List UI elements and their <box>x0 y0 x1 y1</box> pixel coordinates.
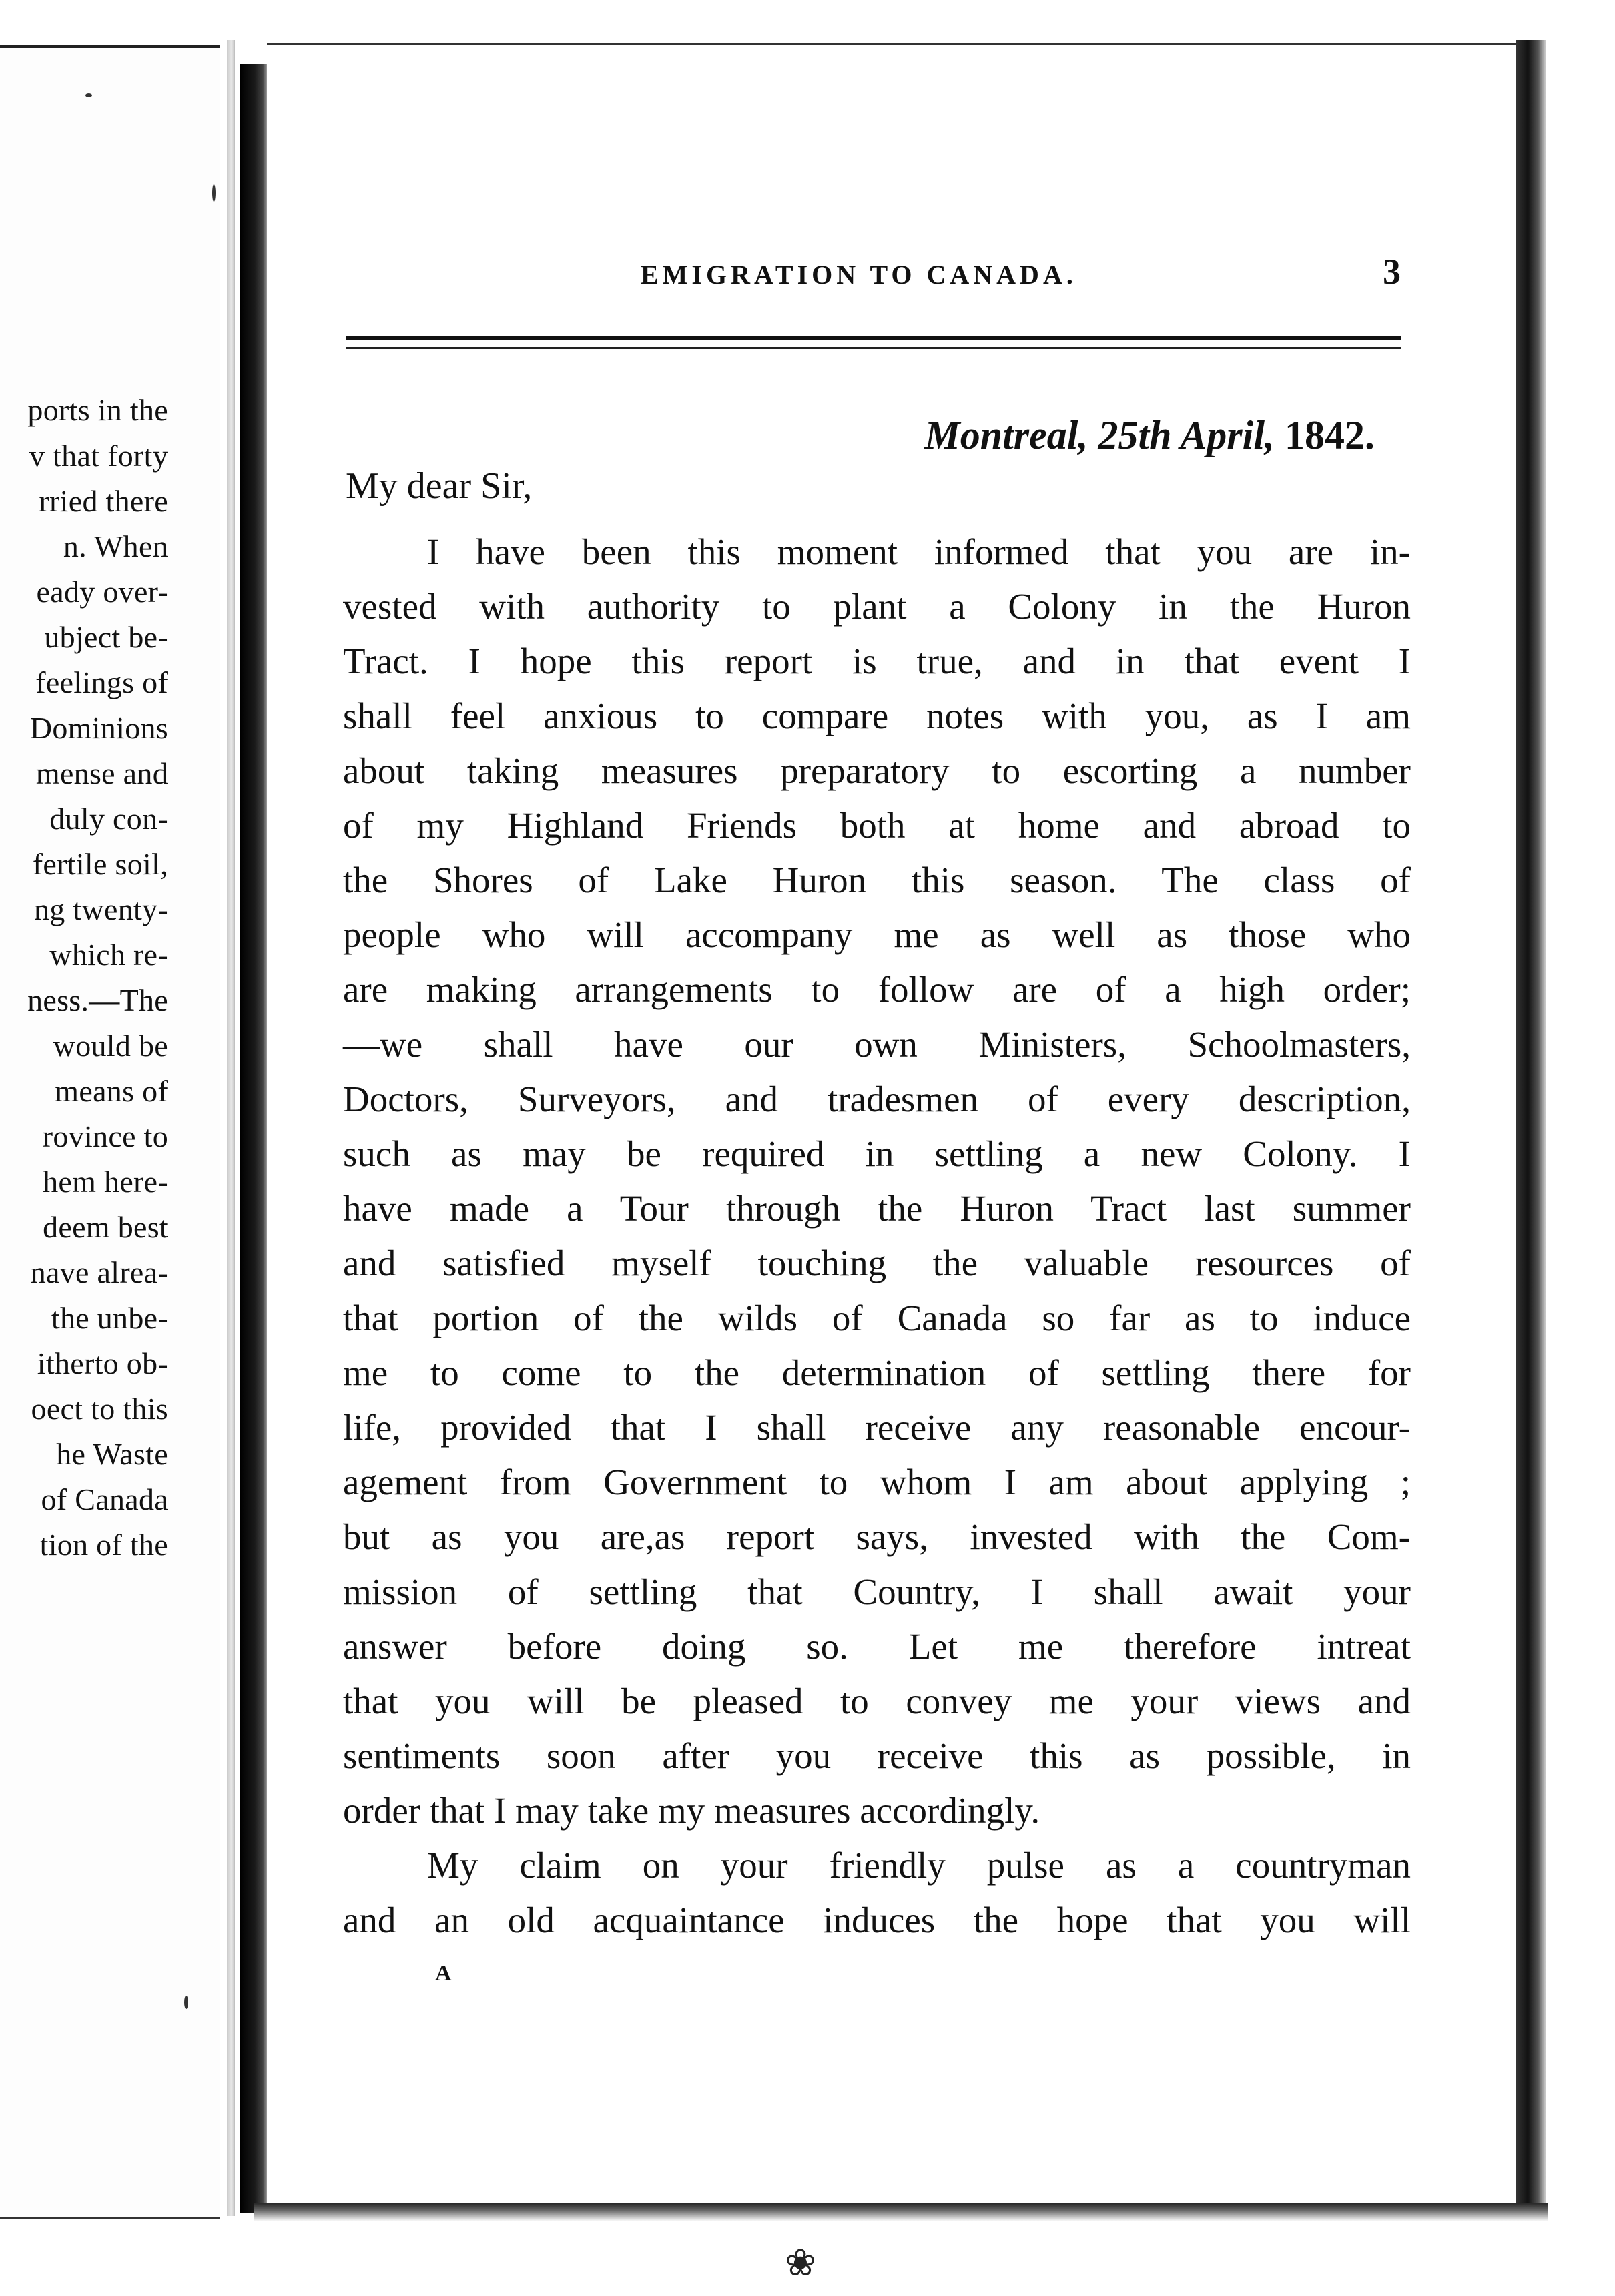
left-page-line: feelings of <box>35 665 168 699</box>
letter-line: order that I may take my measures accordingly. <box>343 1790 1040 1831</box>
left-page-line: eady over- <box>36 575 168 609</box>
left-page-line: which re- <box>49 938 168 972</box>
page-edge-shadow <box>1516 40 1546 2216</box>
letter-salutation: My dear Sir, <box>346 465 533 507</box>
letter-date: 25th April, <box>1098 413 1275 457</box>
left-page-line: rovince to <box>42 1119 168 1153</box>
letter-line: have made a Tour through the Huron Tract last summer <box>343 1188 1411 1229</box>
letter-line: of my Highland Friends both at home and abroad to <box>343 805 1411 846</box>
letter-line: mission of settling that Country, I shall await your <box>343 1571 1411 1612</box>
left-facing-page <box>0 45 220 2219</box>
letter-line: answer before doing so. Let me therefore intreat <box>343 1626 1411 1667</box>
left-page-line: deem best <box>43 1210 168 1244</box>
page-number: 3 <box>1383 252 1401 292</box>
left-page-line: rried there <box>39 484 168 518</box>
left-page-line: hem here- <box>43 1165 168 1199</box>
left-page-line: of Canada <box>41 1482 168 1516</box>
left-page-line: v that forty <box>29 439 168 473</box>
letter-line: that portion of the wilds of Canada so far as to induce <box>343 1298 1411 1338</box>
right-page <box>267 43 1518 2215</box>
left-page-line: oect to this <box>31 1392 168 1426</box>
left-page-line: means of <box>55 1074 168 1108</box>
bottom-edge-shadow <box>254 2203 1548 2221</box>
left-page-line: nave alrea- <box>30 1255 168 1289</box>
scan-speck <box>85 93 92 97</box>
letter-line: such as may be required in settling a new Colony. I <box>343 1133 1411 1174</box>
letter-line: and satisfied myself touching the valuable resources of <box>343 1243 1411 1283</box>
letter-line: me to come to the determination of settling there for <box>343 1352 1411 1393</box>
letter-line: but as you are,as report says, invested with the Com- <box>343 1516 1411 1557</box>
left-page-line: ness.—The <box>27 983 168 1017</box>
letter-line: My claim on your friendly pulse as a countryman <box>427 1845 1411 1886</box>
letter-line: that you will be pleased to convey me your views and <box>343 1681 1411 1721</box>
left-page-line: ports in the <box>27 393 168 427</box>
header-rule <box>346 347 1401 349</box>
letter-line: Doctors, Surveyors, and tradesmen of every description, <box>343 1079 1411 1119</box>
left-page-line: Dominions <box>29 711 168 745</box>
scan-speck <box>184 1996 188 2009</box>
letter-year: 1842. <box>1285 413 1375 457</box>
running-head: EMIGRATION TO CANADA. <box>641 260 1077 290</box>
letter-line: shall feel anxious to compare notes with you, as I am <box>343 695 1411 736</box>
book-spine-shadow <box>240 64 267 2213</box>
letter-line: about taking measures preparatory to escorting a number <box>343 750 1411 791</box>
left-page-line: he Waste <box>56 1437 168 1471</box>
left-page-line: duly con- <box>49 802 168 836</box>
left-page-line: ubject be- <box>44 620 168 654</box>
letter-line: life, provided that I shall receive any reasonable encour- <box>343 1407 1411 1448</box>
left-page-line: n. When <box>63 529 168 563</box>
left-page-line: ng twenty- <box>33 892 168 926</box>
left-page-line: mense and <box>35 756 168 790</box>
letter-line: and an old acquaintance induces the hope that you will <box>343 1900 1411 1940</box>
header-rule <box>346 336 1401 340</box>
letter-line: the Shores of Lake Huron this season. The class of <box>343 860 1411 900</box>
letter-line: I have been this moment informed that you are in- <box>427 531 1411 572</box>
letter-line: —we shall have our own Ministers, Schoolmasters, <box>343 1024 1411 1065</box>
left-page-line: fertile soil, <box>32 847 168 881</box>
left-page-line: would be <box>53 1029 168 1063</box>
page-gutter <box>227 40 235 2216</box>
left-page-line: tion of the <box>39 1528 168 1562</box>
letter-dateline <box>924 412 1375 459</box>
left-page-line: itherto ob- <box>37 1346 168 1380</box>
letter-line: are making arrangements to follow are of a high order; <box>343 969 1411 1010</box>
letter-line: agement from Government to whom I am about applying ; <box>343 1462 1411 1502</box>
letter-line: Tract. I hope this report is true, and in that event I <box>343 641 1411 681</box>
letter-line: vested with authority to plant a Colony in the Huron <box>343 586 1411 627</box>
letter-line: sentiments soon after you receive this as possible, in <box>343 1735 1411 1776</box>
letter-place: Montreal, <box>924 413 1088 457</box>
signature-mark: A <box>435 1961 452 1986</box>
flower-ornament-icon: ❀ <box>785 2243 816 2284</box>
left-page-line: the unbe- <box>51 1301 168 1335</box>
letter-line: people who will accompany me as well as those who <box>343 914 1411 955</box>
scan-speck <box>212 184 216 202</box>
